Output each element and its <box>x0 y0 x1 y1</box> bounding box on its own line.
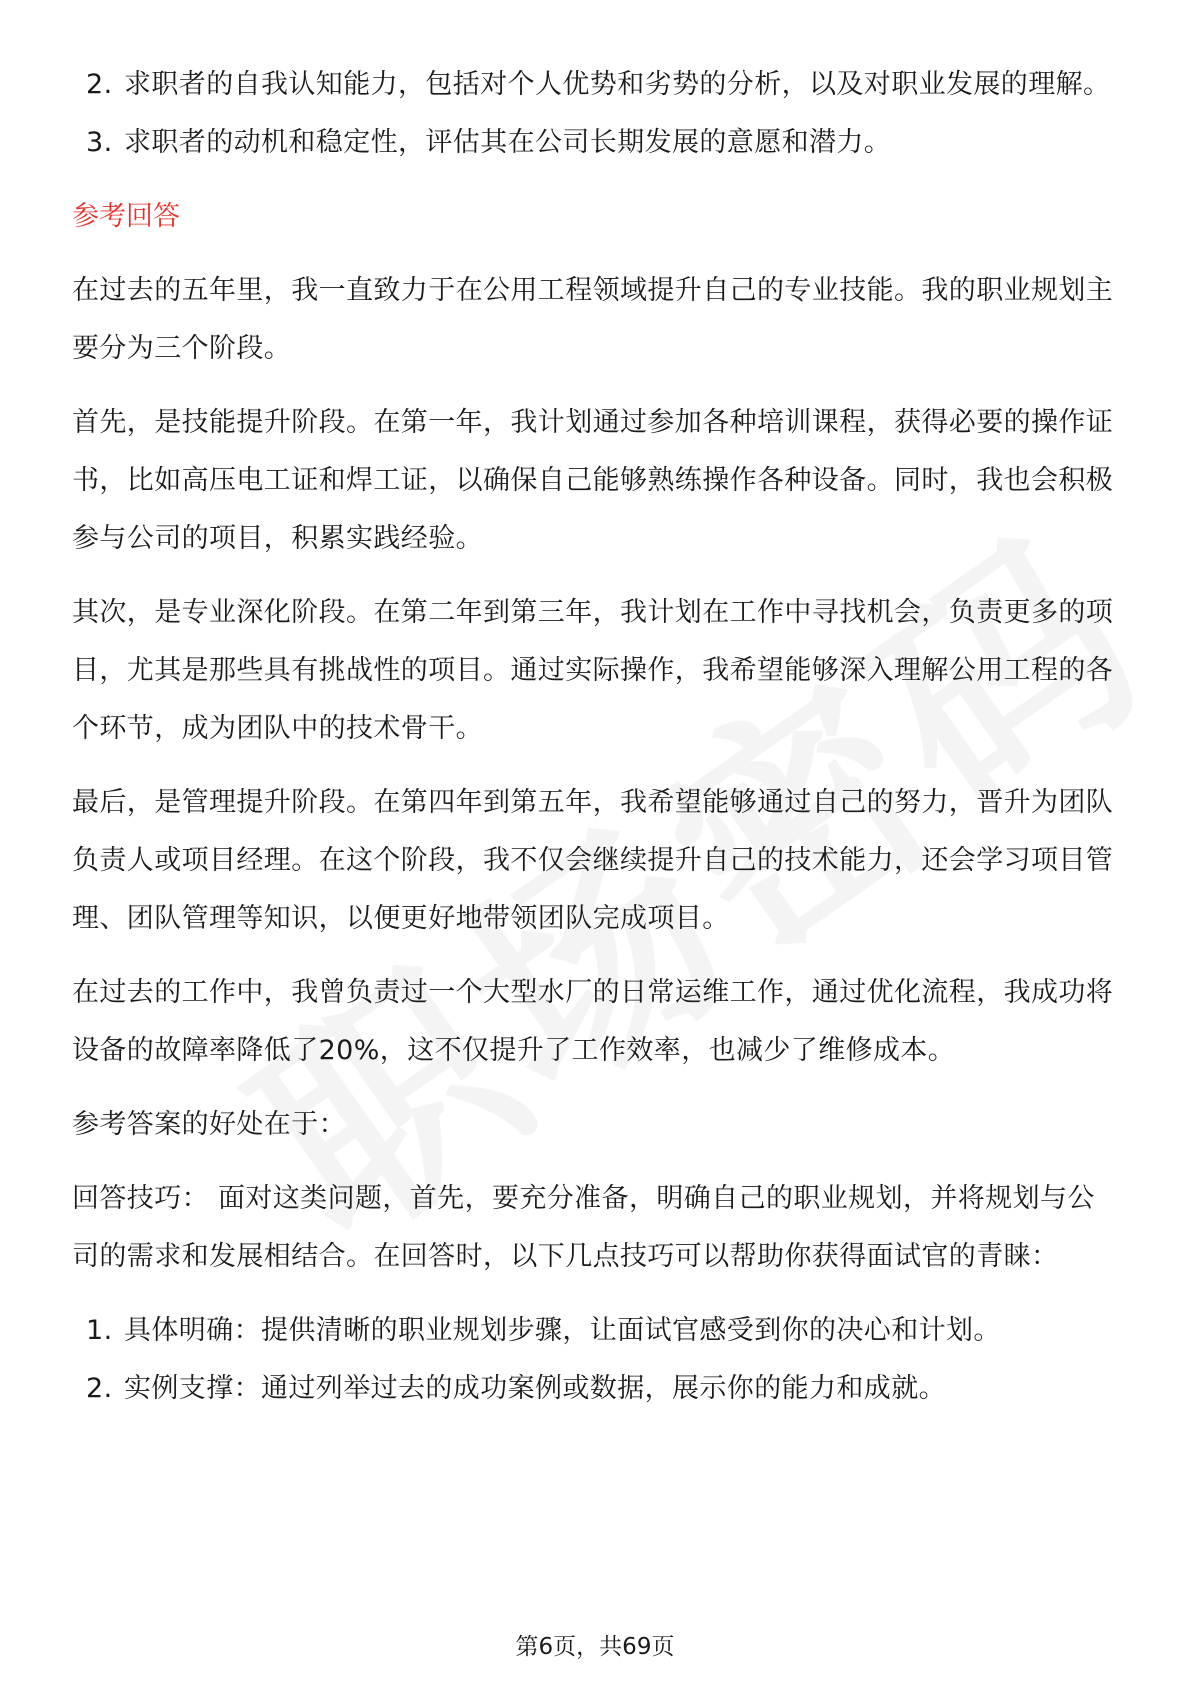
paragraph-stage-1: 首先，是技能提升阶段。在第一年，我计划通过参加各种培训课程，获得必要的操作证书，比如高压电工证和焊工证，以确保自己能够熟练操作各种设备。同时，我也会积极参与公司的项目，积累实践经验。 <box>72 407 1114 554</box>
list-number: 3. <box>86 127 113 158</box>
top-list <box>72 56 1122 172</box>
list-number: 2. <box>86 69 113 100</box>
page-footer: 第6页，共69页 <box>515 1634 675 1660</box>
paragraph-benefits: 参考答案的好处在于： <box>72 1109 346 1140</box>
paragraph-stage-3: 最后，是管理提升阶段。在第四年到第五年，我希望能够通过自己的努力，晋升为团队负责人或项目经理。在这个阶段，我不仅会继续提升自己的技术能力，还会学习项目管理、团队管理等知识，以便更好地带领团队完成项目。 <box>72 787 1114 934</box>
section-heading: 参考回答 <box>72 201 180 232</box>
list-text: 实例支撑：通过列举过去的成功案例或数据，展示你的能力和成就。 <box>124 1373 946 1404</box>
paragraph-stage-2: 其次，是专业深化阶段。在第二年到第三年，我计划在工作中寻找机会，负责更多的项目，尤其是那些具有挑战性的项目。通过实际操作，我希望能够深入理解公用工程的各个环节，成为团队中的技术骨干。 <box>72 597 1114 744</box>
list-number: 1. <box>86 1315 113 1346</box>
list-item <box>72 1360 1122 1418</box>
list-text: 求职者的自我认知能力，包括对个人优势和劣势的分析，以及对职业发展的理解。 <box>124 69 1111 100</box>
list-item <box>72 1302 1122 1360</box>
paragraph-intro: 在过去的五年里，我一直致力于在公用工程领域提升自己的专业技能。我的职业规划主要分为三个阶段。 <box>72 275 1114 364</box>
paragraph-tips: 回答技巧： 面对这类问题，首先，要充分准备，明确自己的职业规划，并将规划与公司的需求和发展相结合。在回答时，以下几点技巧可以帮助你获得面试官的青睐： <box>72 1183 1095 1272</box>
list-text: 具体明确：提供清晰的职业规划步骤，让面试官感受到你的决心和计划。 <box>124 1315 1001 1346</box>
list-item <box>72 56 1122 114</box>
paragraph-experience: 在过去的工作中，我曾负责过一个大型水厂的日常运维工作，通过优化流程，我成功将设备的故障率降低了20%，这不仅提升了工作效率，也减少了维修成本。 <box>72 977 1114 1066</box>
list-number: 2. <box>86 1373 113 1404</box>
list-text: 求职者的动机和稳定性，评估其在公司长期发展的意愿和潜力。 <box>124 127 892 158</box>
document-page <box>72 56 1122 1434</box>
list-item <box>72 114 1122 172</box>
bottom-list <box>72 1302 1122 1418</box>
